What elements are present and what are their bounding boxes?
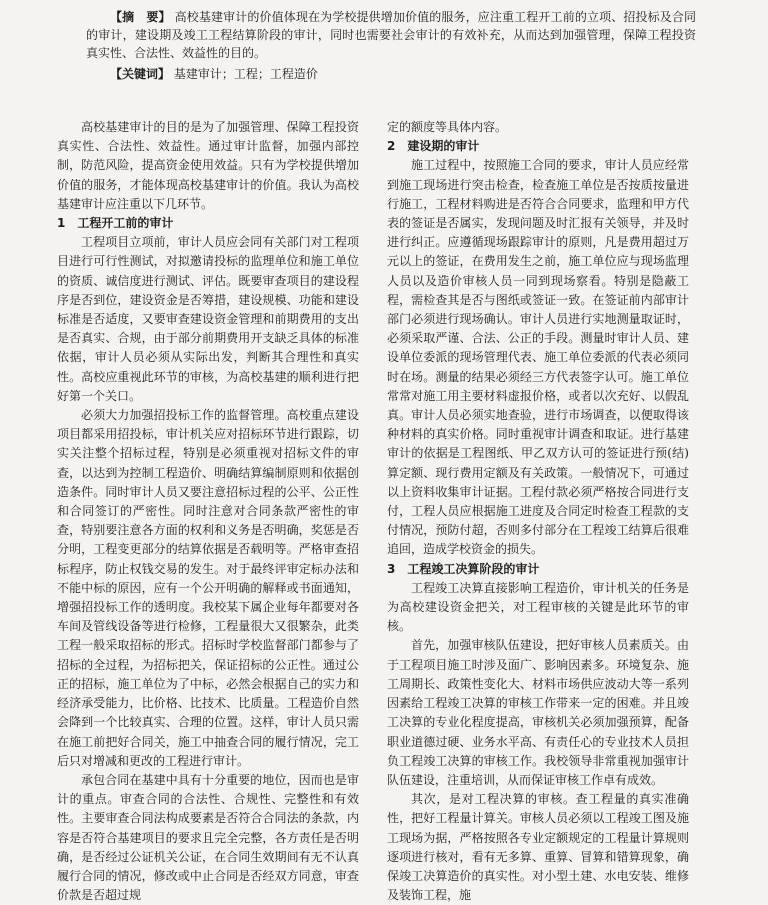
section-2-paragraph-1: 施工过程中，按照施工合同的要求，审计人员应经常到施工现场进行突击检查，检查施工单位是否按质按量进行施工，工程材料购进是否符合合同要求，监理和甲方代表的签证是否属实，发现问题及时汇报有关领导，并及时进行纠正。应遵循现场跟踪审计的原则，凡是费用超过万元以上的签证，在费用发生之前，施工单位应与现场监理人员以及造价审核人员一同到现场察看。特别是隐蔽工程，需检查其是否与图纸或签证一致。在签证前内部审计部门必须进行现场确认。审计人员进行实地测量取证时，必须采取严谨、合法、公正的手段。测量时审计人员、建设单位委派的现场管理代表、施工单位委派的代表必须同时在场。测量的结果必须经三方代表签字认可。施工单位常常对施工用主要材料虚报价格，或者以次充好、以假乱真。审计人员必须实地查验，进行市场调查，以便取得该种材料的真实价格。同时重视审计调查和取证。进行基建审计的依据是工程图纸、甲乙双方认可的签证进行预(结)算定额、现行费用定额及有关政策。一般情况下，可通过以上资料收集审计证据。工程付款必须严格按合同进行支付，工程人员应根据施工进度及合同定时检查工程款的支付情况，预防付超，否则多付部分在工程竣工结算后很难追回，造成学校资金的损失。 [387,158,689,557]
left-column [57,118,359,905]
section-1-paragraph-1: 工程项目立项前，审计人员应会同有关部门对工程项目进行可行性测试，对拟邀请投标的监理单位和施工单位的资质、诚信度进行测试、评估。既要审查项目的建设程序是否到位，建设资金是否筹措，建设规模、功能和建设标准是否适度，又要审查建设资金管理和前期费用的支出是否真实、合规，由于部分前期费用开支缺乏具体的标准依据，审计人员必须从实际出发，判断其合理性和真实性。高校应重视此环节的审核，为高校基建的顺利进行把好第一个关口。 [57,235,359,403]
abstract-block [86,8,696,83]
section-3-heading: 3 工程竣工决算阶段的审计 [387,561,540,576]
intro-paragraph: 高校基建审计的目的是为了加强管理、保障工程投资真实性、合法性、效益性。通过审计监督，加强内部控制，防范风险，提高资金使用效益。只有为学校提供增加价值的服务，才能体现高校基建审计的价值。我认为高校基建审计应注重以下几环节。 [57,120,359,211]
section-2-heading: 2 建设期的审计 [387,139,480,154]
keywords-label: 【关键词】 [110,67,171,81]
section-1-heading: 1 工程开工前的审计 [57,216,174,231]
section-1-paragraph-2: 必须大力加强招投标工作的监督管理。高校重点建设项目都采用招投标，审计机关应对招标环节进行跟踪，切实关注整个招标过程，特别是必须重视对招标文件的审查，以达到为控制工程造价、明确结算编制原则和依据创造条件。同时审计人员又要注意招标过程的公平、公正性和合同签订的严密性。同时注意对合同条款严密性的审查，特别要注意各方面的权利和义务是否明确，奖惩是否分明，工程变更部分的结算依据是否载明等。严格审查招标程序，防止权钱交易的发生。对于最终评审定标办法和不能中标的原因，应有一个公开明确的解释或书面通知，增强招投标工作的透明度。我校某下属企业每年都要对各车间及管线设备等进行检修，工程量很大又很繁杂，此类工程一般采取招标的形式。招标时学校监督部门都参与了招标的全过程，为招标把关，保证招标的公正性。通过公正的招标，施工单位为了中标，必然会根据自己的实力和经济承受能力，比价格、比技术、比质量。工程造价自然会降到一个比较真实、合理的位置。这样，审计人员只需在施工前把好合同关，施工中抽查合同的履行情况，完工后只对增减和更改的工程进行审计。 [57,408,359,768]
abstract-label: 【摘 要】 [110,10,171,24]
keywords-text: 基建审计；工程；工程造价 [173,67,318,81]
abstract-paragraph [86,8,696,62]
right-column [387,118,689,905]
abstract-text: 高校基建审计的价值体现在为学校提供增加价值的服务，应注重工程开工前的立项、招投标及合同的审计，建设期及竣工工程结算阶段的审计，同时也需要社会审计的有效补充，从而达到加强管理，保障工程投资真实性、合法性、效益性的目的。 [86,10,696,60]
keywords-line [86,65,696,83]
section-3-paragraph-3: 其次，是对工程决算的审核。查工程量的真实准确性，把好工程量计算关。审核人员必须以工程竣工图及施工现场为据，严格按照各专业定额规定的工程量计算规则逐项进行核对，看有无多算、重算、冒算和错算现象，确保竣工决算造价的真实性。对小型土建、水电安装、维修及装饰工程，施 [387,792,689,903]
section-3-paragraph-2: 首先，加强审核队伍建设，把好审核人员素质关。由于工程项目施工时涉及面广、影响因素多。环境复杂、施工周期长、政策性变化大、材料市场供应波动大等一系列因素给工程竣工决算的审核工作带来一定的困难。并且竣工决算的专业化程度提高，审核机关必须加强预算，配备职业道德过硬、业务水平高、有责任心的专业技术人员担负工程竣工决算的审核工作。我校领导非常重视加强审计队伍建设，注重培训，从而保证审核工作卓有成效。 [387,638,689,787]
section-3-paragraph-1: 工程竣工决算直接影响工程造价，审计机关的任务是为高校建设资金把关，对工程审核的关键是此环节的审核。 [387,580,689,634]
continuation-text: 定的额度等具体内容。 [387,120,508,134]
section-1-paragraph-3: 承包合同在基建中具有十分重要的地位，因而也是审计的重点。审查合同的合法性、合规性、完整性和有效性。主要审查合同法构成要素是否符合合同法的条款，内容是否符合基建项目的要求且完全完整，各方责任是否明确，是否经过公证机关公证，在合同生效期间有无不认真履行合同的情况，修改或中止合同是否经双方同意，审查价款是否超过规 [57,772,359,903]
